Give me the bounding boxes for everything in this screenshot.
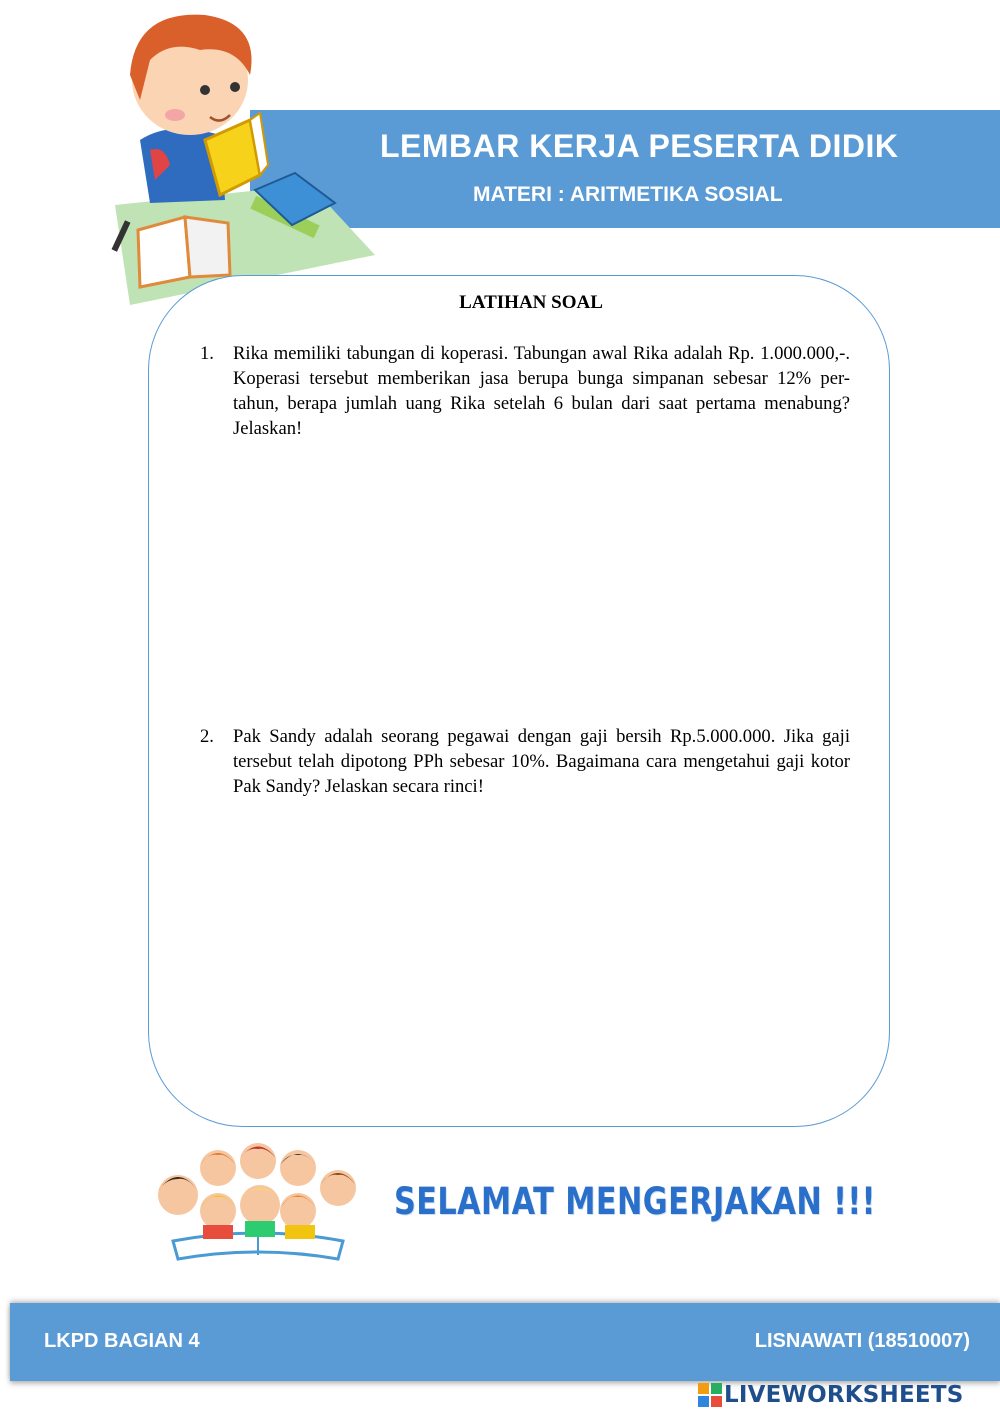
- watermark-text: LIVEWORKSHEETS: [724, 1382, 964, 1408]
- footer-section-label: LKPD BAGIAN 4: [44, 1330, 200, 1352]
- page-subtitle: MATERI : ARITMETIKA SOSIAL: [473, 183, 783, 206]
- liveworksheets-watermark: [698, 1381, 963, 1409]
- question-text: Pak Sandy adalah seorang pegawai dengan gaji bersih Rp.5.000.000. Jika gaji tersebut telah dipotong PPh sebesar 10%. Bagaimana cara mengetahui gaji kotor Pak Sandy? Jelaskan secara rinci!: [233, 726, 850, 797]
- footer-author: LISNAWATI (18510007): [754, 1330, 970, 1352]
- question-text: Rika memiliki tabungan di koperasi. Tabungan awal Rika adalah Rp. 1.000.000,-. Koperasi tersebut memberikan jasa berupa bunga simpanan sebesar 12% per-tahun, berapa jumlah uang Rika setelah 6 bulan dari saat pertama menabung? Jelaskan!: [233, 343, 850, 439]
- boy-reading-illustration: [110, 5, 380, 305]
- question-number: 1.: [200, 343, 214, 364]
- page-title: LEMBAR KERJA PESERTA DIDIK: [380, 128, 899, 164]
- children-reading-illustration: [148, 1133, 370, 1265]
- closing-message: SELAMAT MENGERJAKAN !!!: [394, 1180, 876, 1223]
- question-2: [200, 724, 850, 799]
- question-1: [200, 341, 850, 441]
- question-number: 2.: [200, 726, 214, 747]
- liveworksheets-logo-icon: [698, 1383, 722, 1407]
- section-title: LATIHAN SOAL: [459, 292, 603, 313]
